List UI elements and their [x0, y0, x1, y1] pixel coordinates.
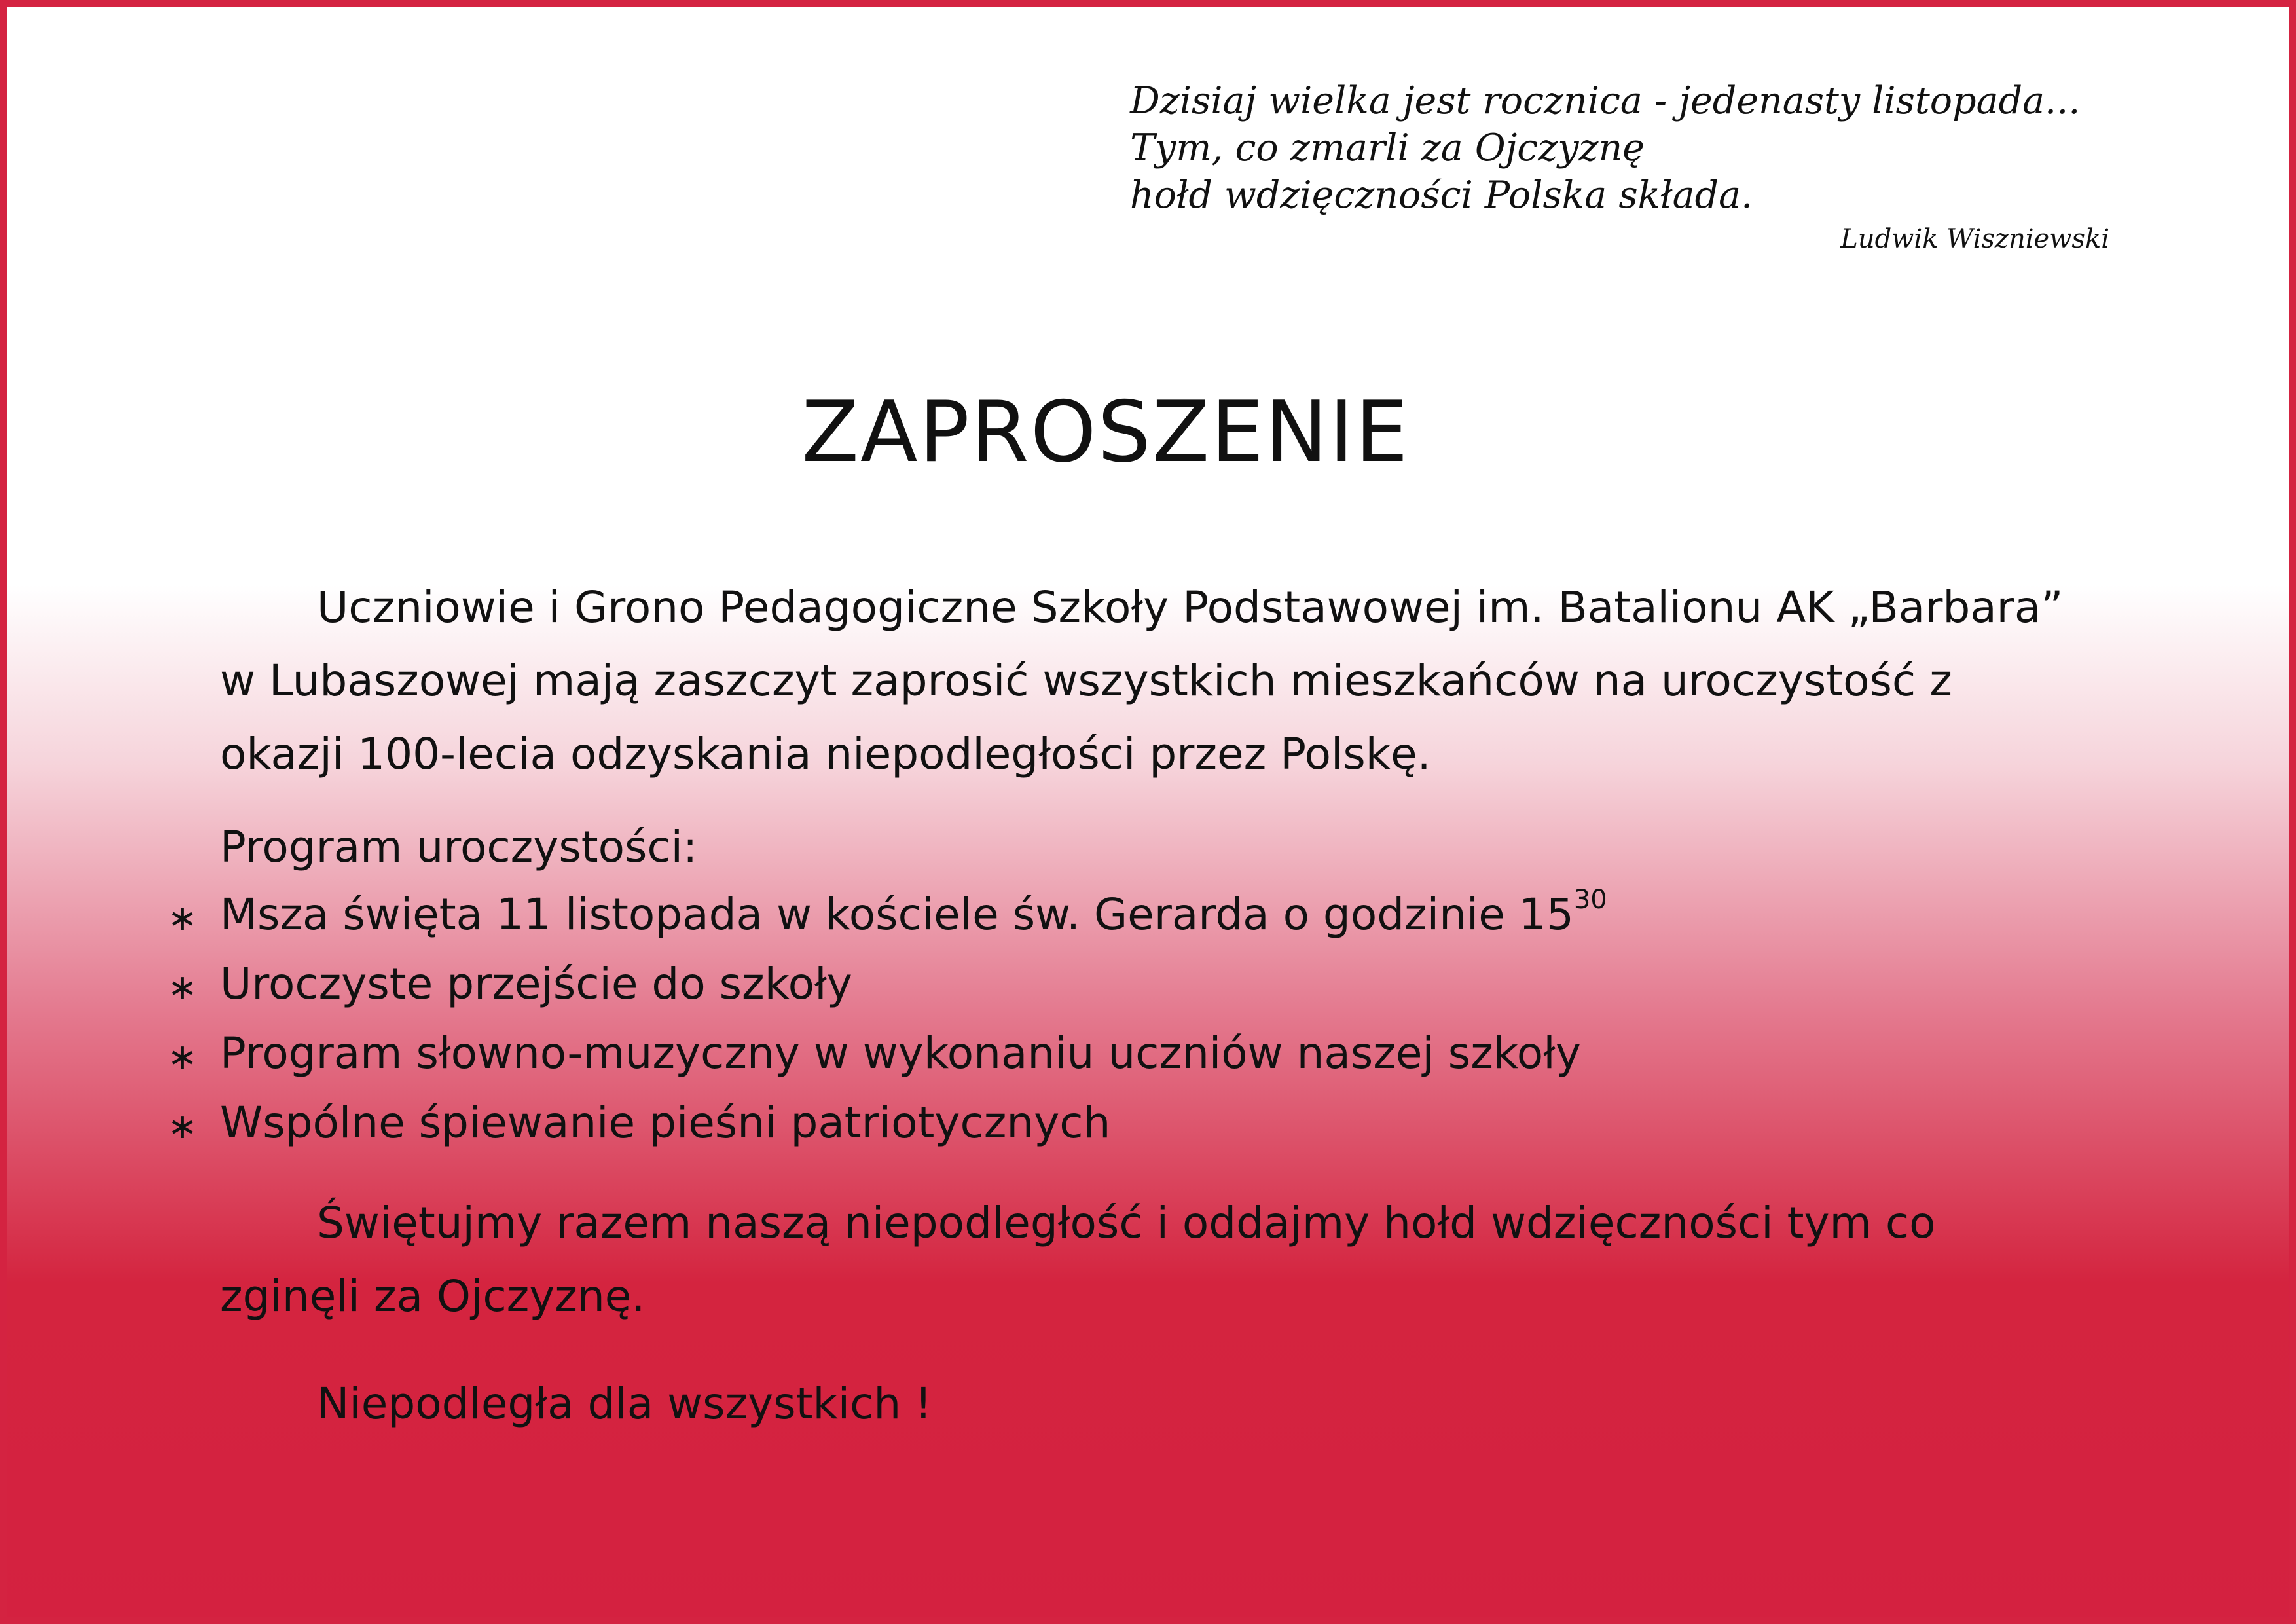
- closing-paragraph: [220, 1187, 2073, 1333]
- motto-quote: [1130, 77, 2125, 219]
- program-item: [168, 950, 2119, 1019]
- program-item-text: Msza święta 11 listopada w kościele św. Gerarda o godzinie 15: [220, 889, 1574, 940]
- motto-line-3: hołd wdzięczności Polska składa.: [1130, 174, 1753, 217]
- program-item-text: Uroczyste przejście do szkoły: [220, 959, 852, 1009]
- program-item: [168, 880, 2119, 950]
- motto-line-1: Dzisiaj wielka jest rocznica - jedenasty listopada...: [1130, 79, 2081, 122]
- motto-line-2: Tym, co zmarli za Ojczyznę: [1130, 126, 1645, 170]
- time-minutes-superscript: 30: [1573, 885, 1607, 915]
- program-label: Program uroczystości:: [220, 822, 698, 872]
- program-item-text: Program słowno-muzyczny w wykonaniu uczniów naszej szkoły: [220, 1028, 1581, 1079]
- asterisk-bullet-icon: ∗: [168, 1036, 198, 1077]
- program-item-text: Wspólne śpiewanie pieśni patriotycznych: [220, 1098, 1111, 1148]
- asterisk-bullet-icon: ∗: [168, 967, 198, 1008]
- invitation-title: ZAPROSZENIE: [801, 384, 1410, 481]
- motto-author: Ludwik Wiszniewski: [1840, 224, 2109, 254]
- program-item: [168, 1088, 2119, 1158]
- asterisk-bullet-icon: ∗: [168, 1105, 198, 1147]
- closing-text: Świętujmy razem naszą niepodległość i oddajmy hołd wdzięczności tym co zginęli za Ojczyznę.: [220, 1198, 1936, 1321]
- program-list: [168, 880, 2119, 1158]
- program-item: [168, 1019, 2119, 1088]
- slogan: Niepodległa dla wszystkich !: [317, 1378, 932, 1429]
- intro-paragraph: [220, 571, 2073, 791]
- asterisk-bullet-icon: ∗: [168, 897, 198, 938]
- intro-text: Uczniowie i Grono Pedagogiczne Szkoły Podstawowej im. Batalionu AK „Barbara” w Lubaszowej mają zaszczyt zaprosić wszystkich mieszkańców na uroczystość z okazji 100-lecia odzyskania niepodległości przez Polskę.: [220, 582, 2064, 779]
